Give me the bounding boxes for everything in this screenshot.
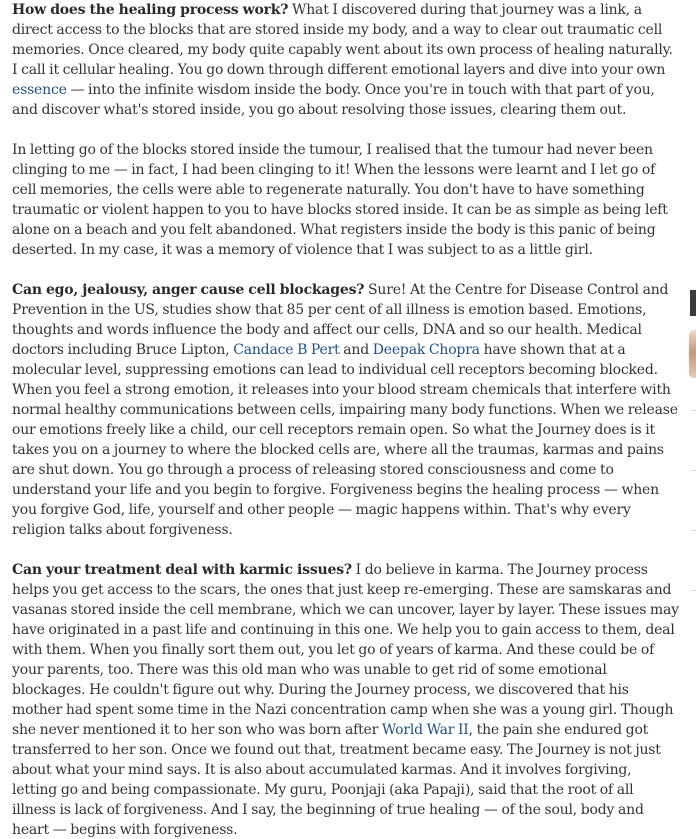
- paragraph-cell-blockages: [12, 280, 680, 540]
- sidebar-edge-divider: [691, 530, 696, 531]
- answer-text: Sure! At the Centre for Disease Control and Prevention in the US, studies show that 85 per cent of all illness is emotion based. Emotions, thoughts and words influence the body and affect our cells, DNA and so our health. Medical doctors including Bruce Lipton,: [12, 282, 669, 358]
- question-cell-blockages: Can ego, jealousy, anger cause cell blockages?: [12, 282, 365, 298]
- link-world-war-ii[interactable]: World War II: [381, 722, 469, 738]
- sidebar-edge-thumbnail[interactable]: [689, 330, 696, 378]
- answer-text: I do believe in karma. The Journey process helps you get access to the scars, the ones that just keep re-emerging. These are samskaras and vasanas stored inside the cell membrane, which we can uncover, layer by layer. These issues may have originated in a past life and continuing in this one. We help you to gain access to them, deal with them. When you finally sort them out, you let go of years of karma. And these could be of your parents, too. There was this old man who was unable to get rid of some emotional blockages. He couldn't figure out why. During the Journey process, we discovered that his mother had spent some time in the Nazi concentration camp when she was a young girl. Though she never mentioned it to her son who was born after: [12, 562, 679, 738]
- answer-text: , the pain she endured got transferred to her son. Once we found out that, treatment became easy. The Journey is not just about what your mind says. It is also about accumulated karmas. And it involves forgiving, letting go and being compassionate. My guru, Poonjaji (aka Papaji), said that the root of all illness is lack of forgiveness. And I say, the beginning of true healing — of the soul, body and heart — begins with forgiveness.: [12, 722, 661, 838]
- paragraph-healing-process: [12, 0, 680, 120]
- question-healing-process: How does the healing process work?: [12, 2, 289, 18]
- paragraph-karmic-issues: [12, 560, 680, 839]
- sidebar-edge-block: [690, 290, 696, 316]
- sidebar-edge: [688, 0, 696, 839]
- link-candace-b-pert[interactable]: Candace B Pert: [233, 342, 340, 358]
- sidebar-edge-divider: [691, 410, 696, 411]
- link-essence[interactable]: essence: [12, 82, 67, 98]
- answer-text: — into the infinite wisdom inside the body. Once you're in touch with that part of you, and discover what's stored inside, you go about resolving those issues, clearing them out.: [12, 82, 655, 118]
- question-karmic-issues: Can your treatment deal with karmic issues?: [12, 562, 352, 578]
- link-deepak-chopra[interactable]: Deepak Chopra: [372, 342, 480, 358]
- sidebar-edge-divider: [691, 470, 696, 471]
- paragraph-tumour: [12, 140, 680, 260]
- article-body: [12, 0, 680, 839]
- answer-text: have shown that at a molecular level, suppressing emotions can lead to individual cell receptors becoming blocked. When you feel a strong emotion, it releases into your blood stream chemicals that interfere with normal healthy communications between cells, impairing many body functions. When we release our emotions freely like a child, our cell receptors remain open. So what the Journey does is it takes you on a journey to where the blocked cells are, where all the traumas, karmas and pains are shut down. You go through a process of releasing stored consciousness and come to understand your life and you begin to forgive. Forgiveness begins the healing process — when you forgive God, life, yourself and other people — magic happens within. That's why every religion talks about forgiveness.: [12, 342, 678, 538]
- answer-text: In letting go of the blocks stored inside the tumour, I realised that the tumour had never been clinging to me — in fact, I had been clinging to it! When the lessons were learnt and I let go of cell memories, the cells were able to regenerate naturally. You don't have to have something traumatic or violent happen to you to have blocks stored inside. It can be as simple as being left alone on a beach and you felt abandoned. What registers inside the body is this panic of being deserted. In my case, it was a memory of violence that I was subject to as a little girl.: [12, 142, 668, 258]
- answer-text: and: [339, 342, 373, 358]
- sidebar-edge-divider: [691, 590, 696, 591]
- answer-text: What I discovered during that journey was a link, a direct access to the blocks that are stored inside my body, and a way to clear out traumatic cell memories. Once cleared, my body quite capably went about its own process of healing naturally. I call it cellular healing. You go down through different emotional layers and dive into your own: [12, 2, 673, 78]
